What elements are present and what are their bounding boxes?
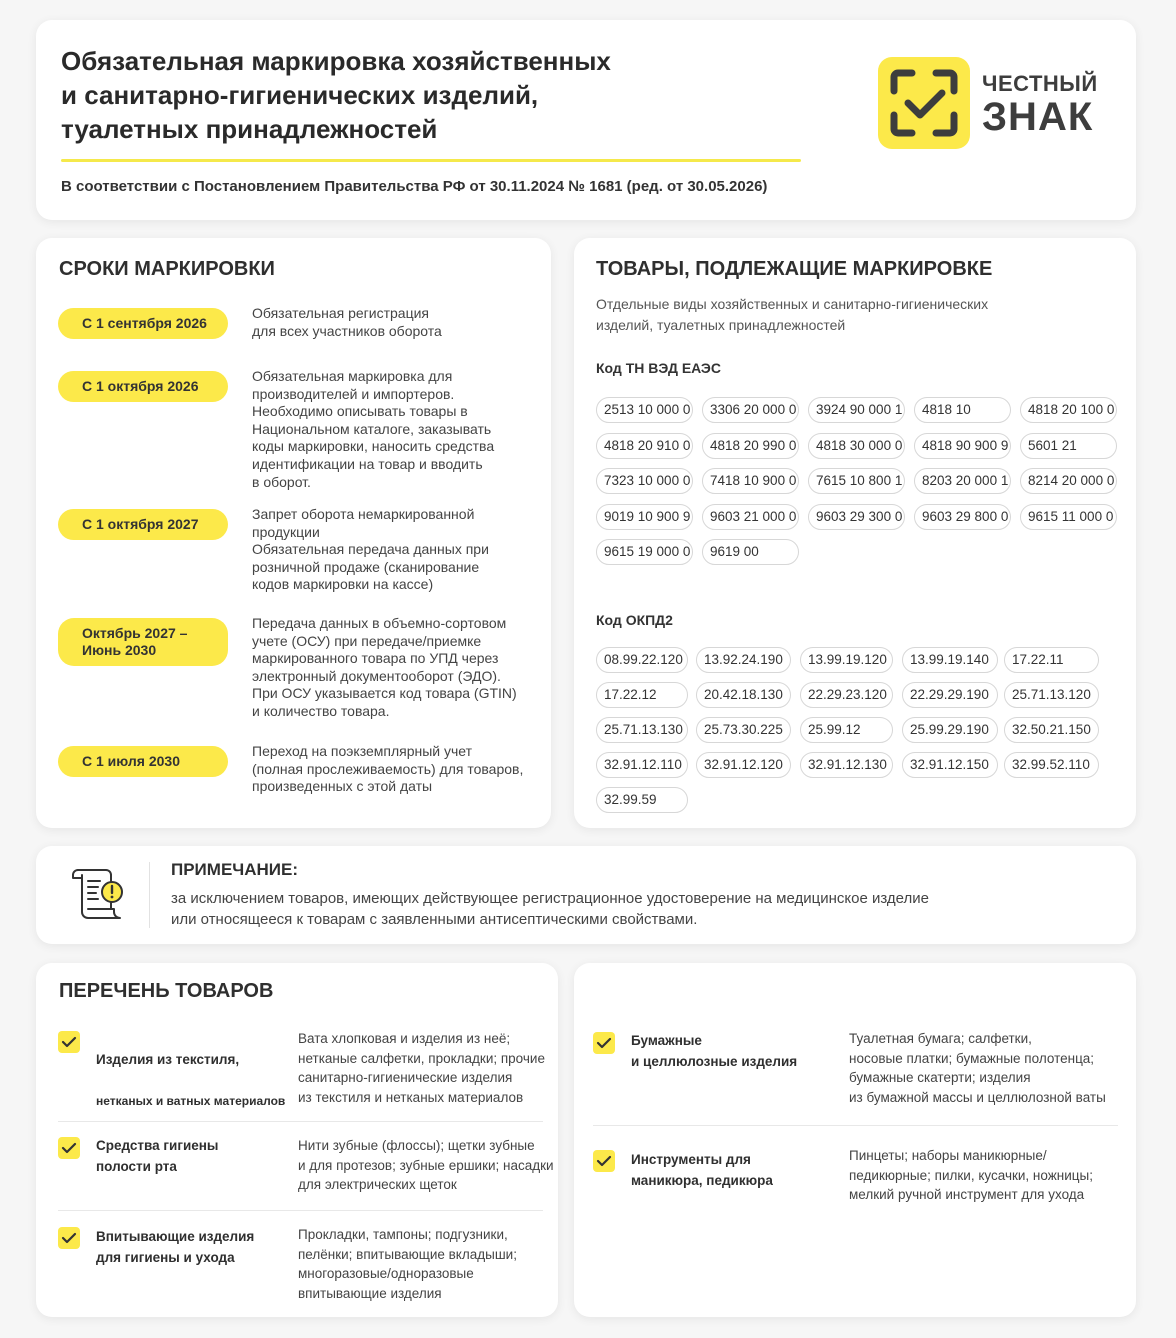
code-chip: 4818 20 990 0 <box>702 433 799 459</box>
goods-subtitle: Отдельные виды хозяйственных и санитарно-гигиенических изделий, туалетных принадлежностей <box>596 296 989 333</box>
category-description: Нити зубные (флоссы); щетки зубные и для протезов; зубные ершики; насадки для электрических щеток <box>298 1138 554 1192</box>
code-chip: 7615 10 800 1 <box>808 468 905 494</box>
code-chip: 9603 29 800 0 <box>914 504 1011 530</box>
row-divider <box>58 1210 543 1211</box>
code-chip: 20.42.18.130 <box>696 682 791 708</box>
check-in-frame-icon <box>878 57 970 149</box>
code-chip: 13.99.19.120 <box>800 647 893 673</box>
code-chip: 2513 10 000 0 <box>596 397 693 423</box>
goods-codes-card <box>574 238 1136 828</box>
code-chip: 17.22.11 <box>1004 647 1099 673</box>
category-title-sub: нетканых и ватных материалов <box>96 1094 286 1108</box>
date-badge: С 1 октября 2026 <box>58 371 228 402</box>
timeline-title: СРОКИ МАРКИРОВКИ <box>59 258 275 280</box>
category-description: Пинцеты; наборы маникюрные/ педикюрные; пилки, кусачки, ножницы; мелкий ручной инструмент для ухода <box>849 1148 1093 1202</box>
timeline-text: Обязательная регистрация для всех участников оборота <box>252 305 442 339</box>
product-list-card-right <box>574 963 1136 1317</box>
note-title: ПРИМЕЧАНИЕ: <box>171 860 298 879</box>
code-chip: 7323 10 000 0 <box>596 468 693 494</box>
category-title: Средства гигиены полости рта <box>96 1138 219 1174</box>
code-chip: 25.99.12 <box>800 717 893 743</box>
document-warning-icon <box>68 864 128 929</box>
code-chip: 32.91.12.150 <box>902 752 998 778</box>
checkmark-icon <box>58 1227 80 1249</box>
code-chip: 22.29.23.120 <box>800 682 893 708</box>
code-chip: 32.91.12.120 <box>696 752 791 778</box>
header-card <box>36 20 1136 220</box>
date-badge: С 1 июля 2030 <box>58 746 228 777</box>
note-card <box>36 846 1136 944</box>
category-description: Туалетная бумага; салфетки, носовые платки; бумажные полотенца; бумажные скатерти; изделия из бумажной массы и целлюлозной ваты <box>849 1031 1106 1105</box>
category-title: Впитывающие изделия для гигиены и ухода <box>96 1229 255 1265</box>
product-list-card <box>36 963 558 1317</box>
code-chip: 22.29.29.190 <box>902 682 998 708</box>
tnved-label: Код ТН ВЭД ЕАЭС <box>596 360 721 376</box>
code-chip: 3306 20 000 0 <box>702 397 799 423</box>
category-title: Инструменты для маникюра, педикюра <box>631 1152 773 1188</box>
code-chip: 32.91.12.130 <box>800 752 893 778</box>
code-chip: 4818 20 100 0 <box>1020 397 1117 423</box>
code-chip: 08.99.22.120 <box>596 647 688 673</box>
code-chip: 8214 20 000 0 <box>1020 468 1117 494</box>
code-chip: 13.99.19.140 <box>902 647 998 673</box>
category-title: Бумажные и целлюлозные изделия <box>631 1033 798 1069</box>
page-subtitle: В соответствии с Постановлением Правительства РФ от 30.11.2024 № 1681 (ред. от 30.05.2026) <box>61 178 768 195</box>
checkmark-icon <box>58 1031 80 1053</box>
title-underline <box>61 159 801 162</box>
checkmark-icon <box>58 1137 80 1159</box>
code-chip: 9019 10 900 9 <box>596 504 693 530</box>
code-chip: 13.92.24.190 <box>696 647 791 673</box>
timeline-text: Переход на поэкземплярный учет (полная прослеживаемость) для товаров, произведенных с этой даты <box>252 743 524 795</box>
date-badge: Октябрь 2027 – Июнь 2030 <box>58 618 228 666</box>
code-chip: 9615 11 000 0 <box>1020 504 1117 530</box>
note-text: за исключением товаров, имеющих действующее регистрационное удостоверение на медицинское изделие или относящееся к товарам с заявленными антисептическими свойствами. <box>171 890 929 928</box>
timeline-text: Передача данных в объемно-сортовом учете (ОСУ) при передаче/приемке маркированного товара по УПД через электронный документооборот (ЭДО). При ОСУ указывается код товара (GTIN) и количество товара. <box>252 615 517 719</box>
code-chip: 9615 19 000 0 <box>596 539 693 565</box>
title-line-2: и санитарно-гигиенических изделий, <box>61 80 539 110</box>
code-chip: 25.73.30.225 <box>696 717 791 743</box>
category-description: Вата хлопковая и изделия из неё; нетканые салфетки, прокладки; прочие санитарно-гигиенические изделия из текстиля и нетканых материалов <box>298 1031 545 1105</box>
product-list-title: ПЕРЕЧЕНЬ ТОВАРОВ <box>59 980 274 1002</box>
code-chip: 7418 10 900 0 <box>702 468 799 494</box>
code-chip: 25.71.13.130 <box>596 717 688 743</box>
code-chip: 9603 29 300 0 <box>808 504 905 530</box>
logo-line-2: ЗНАК <box>982 95 1094 139</box>
goods-title: ТОВАРЫ, ПОДЛЕЖАЩИЕ МАРКИРОВКЕ <box>596 258 993 280</box>
page-title <box>61 44 781 146</box>
code-chip: 8203 20 000 1 <box>914 468 1011 494</box>
timeline-text: Запрет оборота немаркированной продукции Обязательная передача данных при розничной продаже (сканирование кодов маркировки на кассе) <box>252 506 489 593</box>
title-line-3: туалетных принадлежностей <box>61 114 438 144</box>
code-chip: 5601 21 <box>1020 433 1117 459</box>
code-chip: 3924 90 000 1 <box>808 397 905 423</box>
okpd-label: Код ОКПД2 <box>596 612 673 628</box>
date-badge: С 1 сентября 2026 <box>58 308 228 339</box>
code-chip: 4818 30 000 0 <box>808 433 905 459</box>
code-chip: 32.91.12.110 <box>596 752 688 778</box>
code-chip: 32.50.21.150 <box>1004 717 1099 743</box>
code-chip: 4818 90 900 9 <box>914 433 1011 459</box>
code-chip: 32.99.52.110 <box>1004 752 1099 778</box>
code-chip: 25.71.13.120 <box>1004 682 1099 708</box>
date-badge: С 1 октября 2027 <box>58 509 228 540</box>
code-chip: 4818 10 <box>914 397 1011 423</box>
category-description: Прокладки, тампоны; подгузники, пелёнки; впитывающие вкладыши; многоразовые/одноразовые впитывающие изделия <box>298 1227 517 1301</box>
brand-logo-text <box>982 72 1098 138</box>
timeline-card <box>36 238 551 828</box>
code-chip: 4818 20 910 0 <box>596 433 693 459</box>
checkmark-icon <box>593 1032 615 1054</box>
checkmark-icon <box>593 1150 615 1172</box>
note-separator <box>149 862 150 928</box>
title-line-1: Обязательная маркировка хозяйственных <box>61 46 611 76</box>
code-chip: 9619 00 <box>702 539 799 565</box>
logo-line-1: ЧЕСТНЫЙ <box>982 71 1098 96</box>
code-chip: 9603 21 000 0 <box>702 504 799 530</box>
row-divider <box>58 1121 543 1122</box>
category-title <box>96 1028 286 1133</box>
code-chip: 17.22.12 <box>596 682 688 708</box>
code-chip: 25.99.29.190 <box>902 717 998 743</box>
category-title-main: Изделия из текстиля, <box>96 1052 240 1067</box>
timeline-text: Обязательная маркировка для производителей и импортеров. Необходимо описывать товары в Национальном каталоге, заказывать коды маркировки, наносить средства идентификации на товар и вводить в оборот. <box>252 368 495 490</box>
code-chip: 32.99.59 <box>596 787 688 813</box>
row-divider <box>593 1125 1118 1126</box>
